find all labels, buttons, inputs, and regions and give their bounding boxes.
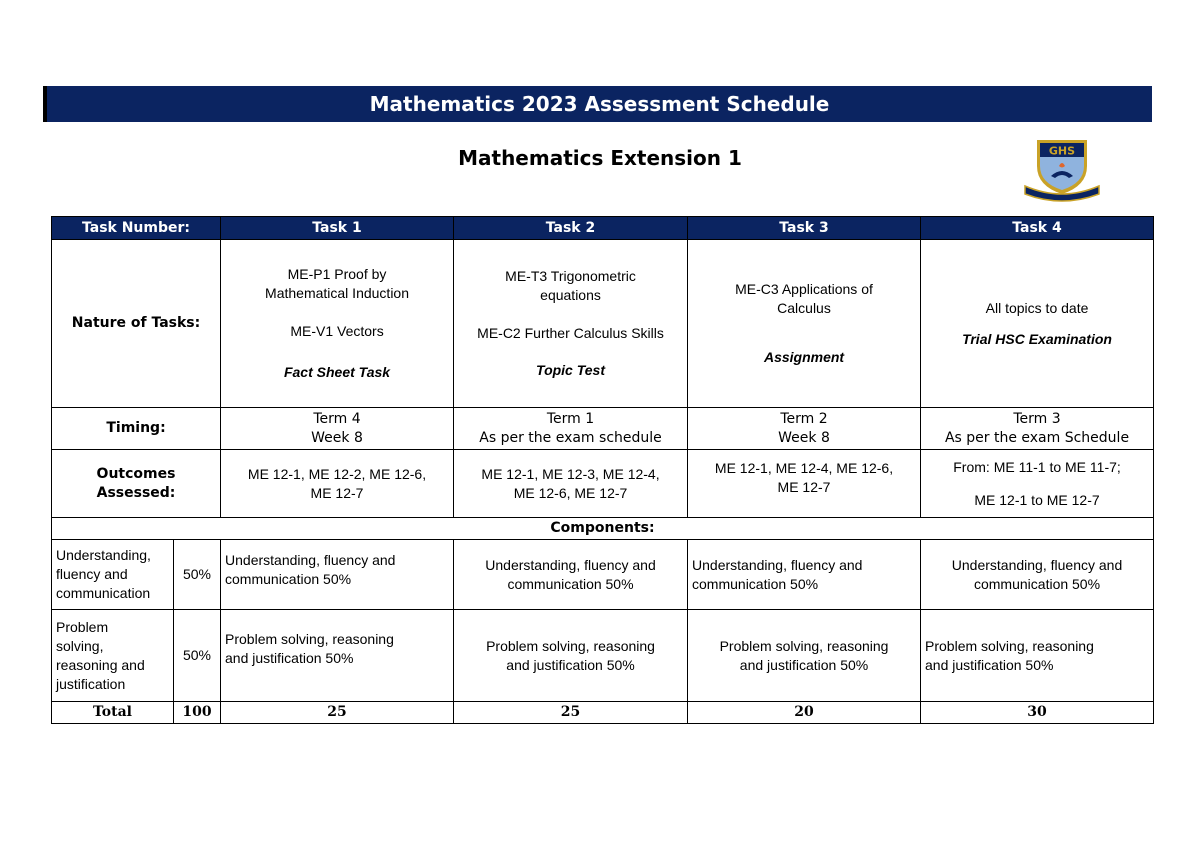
component-row bbox=[52, 540, 1154, 610]
components-heading-row bbox=[52, 518, 1154, 540]
task-type: Topic Test bbox=[536, 362, 605, 378]
total-task-3: 20 bbox=[688, 702, 921, 724]
nature-task-3: ME-C3 Applications of Calculus Assignment bbox=[688, 240, 921, 408]
total-weight: 100 bbox=[174, 702, 221, 724]
timing-task-4: Term 3 As per the exam Schedule bbox=[921, 408, 1154, 450]
outcomes-row bbox=[52, 450, 1154, 518]
school-crest-logo bbox=[1019, 136, 1105, 206]
outcomes-task-1: ME 12-1, ME 12-2, ME 12-6, ME 12-7 bbox=[221, 450, 454, 518]
header-task-number: Task Number: bbox=[52, 217, 221, 240]
total-label: Total bbox=[52, 702, 174, 724]
nature-task-1: ME-P1 Proof by Mathematical Induction ME-V1 Vectors Fact Sheet Task bbox=[221, 240, 454, 408]
task-type: Trial HSC Examination bbox=[962, 330, 1112, 347]
component-weight: 50% bbox=[174, 540, 221, 610]
timing-task-2: Term 1 As per the exam schedule bbox=[454, 408, 688, 450]
table-header-row bbox=[52, 217, 1154, 240]
component-row bbox=[52, 610, 1154, 702]
header-task-1: Task 1 bbox=[221, 217, 454, 240]
outcomes-task-2: ME 12-1, ME 12-3, ME 12-4, ME 12-6, ME 12-7 bbox=[454, 450, 688, 518]
nature-task-2: ME-T3 Trigonometric equations ME-C2 Further Calculus Skills Topic Test bbox=[454, 240, 688, 408]
component-task-3: Problem solving, reasoning and justification 50% bbox=[688, 610, 921, 702]
component-name: Problem solving, reasoning and justification bbox=[52, 610, 174, 702]
outcomes-label: Outcomes Assessed: bbox=[52, 450, 221, 518]
component-task-2: Problem solving, reasoning and justification 50% bbox=[454, 610, 688, 702]
total-row bbox=[52, 702, 1154, 724]
course-title: Mathematics Extension 1 bbox=[458, 146, 742, 170]
outcomes-task-4: From: ME 11-1 to ME 11-7; ME 12-1 to ME 12-7 bbox=[921, 450, 1154, 518]
header-task-3: Task 3 bbox=[688, 217, 921, 240]
components-label: Components: bbox=[52, 518, 1154, 540]
total-task-4: 30 bbox=[921, 702, 1154, 724]
header-task-4: Task 4 bbox=[921, 217, 1154, 240]
nature-task-4: All topics to date Trial HSC Examination bbox=[921, 240, 1154, 408]
task-type: Fact Sheet Task bbox=[283, 364, 391, 380]
component-task-2: Understanding, fluency and communication 50% bbox=[454, 540, 688, 610]
header-task-2: Task 2 bbox=[454, 217, 688, 240]
timing-task-3: Term 2 Week 8 bbox=[688, 408, 921, 450]
task-type: Assignment bbox=[763, 349, 845, 365]
component-task-4: Understanding, fluency and communication 50% bbox=[921, 540, 1154, 610]
component-task-1: Understanding, fluency and communication 50% bbox=[221, 540, 454, 610]
component-task-3: Understanding, fluency and communication 50% bbox=[688, 540, 921, 610]
component-task-1: Problem solving, reasoning and justification 50% bbox=[221, 610, 454, 702]
timing-label: Timing: bbox=[52, 408, 221, 450]
component-weight: 50% bbox=[174, 610, 221, 702]
component-task-4: Problem solving, reasoning and justification 50% bbox=[921, 610, 1154, 702]
component-name: Understanding, fluency and communication bbox=[52, 540, 174, 610]
banner-title: Mathematics 2023 Assessment Schedule bbox=[369, 92, 830, 116]
timing-row bbox=[52, 408, 1154, 450]
outcomes-task-3: ME 12-1, ME 12-4, ME 12-6, ME 12-7 bbox=[688, 450, 921, 518]
schedule-banner bbox=[43, 86, 1152, 122]
total-task-1: 25 bbox=[221, 702, 454, 724]
nature-row bbox=[52, 240, 1154, 408]
timing-task-1: Term 4 Week 8 bbox=[221, 408, 454, 450]
total-task-2: 25 bbox=[454, 702, 688, 724]
crest-letters: GHS bbox=[1048, 144, 1076, 158]
nature-label: Nature of Tasks: bbox=[52, 240, 221, 408]
assessment-schedule-table bbox=[51, 216, 1154, 724]
